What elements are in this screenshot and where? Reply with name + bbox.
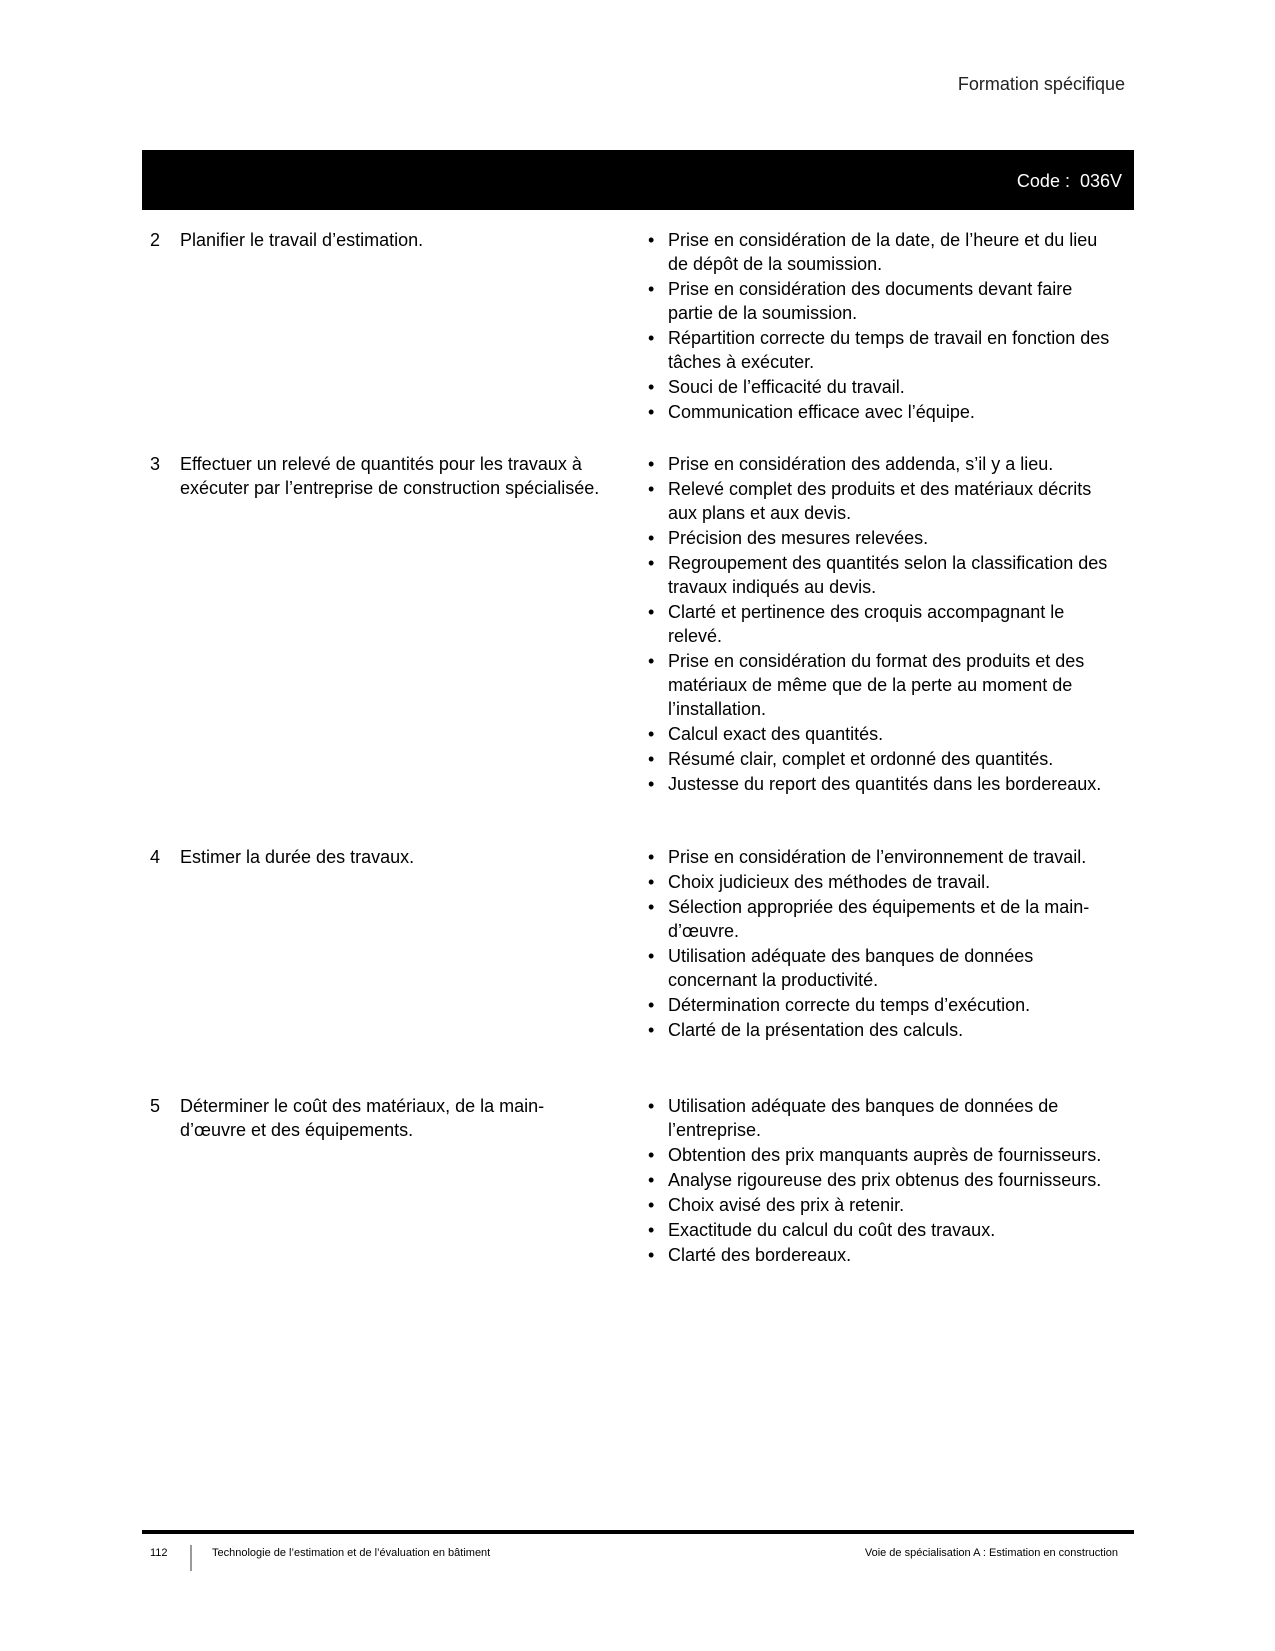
list-item: • Calcul exact des quantités. (648, 724, 884, 744)
bullet-icon: • (648, 1096, 655, 1116)
list-item: • Utilisation adéquate des banques de données concernant la productivité. (648, 946, 1034, 990)
list-item: • Communication efficace avec l’équipe. (648, 402, 975, 422)
footer-specialization-title: Voie de spécialisation A : Estimation en construction (864, 1547, 1118, 1559)
bullet-icon: • (648, 897, 655, 917)
bullet-icon: • (648, 1220, 655, 1240)
bullet-icon: • (648, 230, 655, 250)
performance-criteria-list (646, 452, 1116, 797)
bullet-icon: • (648, 602, 655, 622)
bullet-icon: • (648, 847, 655, 867)
list-item: • Choix avisé des prix à retenir. (648, 1195, 905, 1215)
list-item: • Souci de l’efficacité du travail. (648, 377, 905, 397)
list-item: • Sélection appropriée des équipements et de la main-d’œuvre. (648, 897, 1090, 941)
element-number: 5 (150, 1096, 161, 1116)
list-item: • Prise en considération des documents devant faire partie de la soumission. (648, 279, 1073, 323)
footer-program-title: Technologie de l’estimation et de l’évaluation en bâtiment (212, 1547, 491, 1559)
bullet-icon: • (648, 377, 655, 397)
list-item: • Obtention des prix manquants auprès de fournisseurs. (648, 1145, 1102, 1165)
list-item: • Clarté de la présentation des calculs. (648, 1020, 964, 1040)
list-item: • Prise en considération des addenda, s’il y a lieu. (648, 454, 1054, 474)
list-item: • Choix judicieux des méthodes de travail. (648, 872, 991, 892)
list-item: • Utilisation adéquate des banques de données de l’entreprise. (648, 1096, 1059, 1140)
footer-separator (190, 1545, 192, 1571)
performance-criteria-list (646, 845, 1116, 1043)
element-of-competency (150, 228, 610, 252)
bullet-icon: • (648, 651, 655, 671)
performance-criteria-list (646, 1094, 1116, 1268)
list-item: • Justesse du report des quantités dans les bordereaux. (648, 774, 1102, 794)
footer-divider (142, 1530, 1134, 1534)
performance-criteria-list (646, 228, 1116, 425)
bullet-icon: • (648, 872, 655, 892)
list-item: • Clarté et pertinence des croquis accompagnant le relevé. (648, 602, 1065, 646)
running-header-title: Formation spécifique (957, 74, 1125, 94)
element-text: Planifier le travail d’estimation. (180, 230, 424, 250)
bullet-icon: • (648, 1170, 655, 1190)
list-item: • Exactitude du calcul du coût des travaux. (648, 1220, 996, 1240)
page-footer (142, 1545, 1134, 1575)
page-number: 112 (150, 1547, 168, 1559)
bullet-icon: • (648, 774, 655, 794)
list-item: • Prise en considération du format des produits et des matériaux de même que de la perte au moment de l’installation. (648, 651, 1085, 719)
list-item: • Clarté des bordereaux. (648, 1245, 852, 1265)
bullet-icon: • (648, 479, 655, 499)
list-item: • Détermination correcte du temps d’exécution. (648, 995, 1031, 1015)
list-item: • Prise en considération de la date, de l’heure et du lieu de dépôt de la soumission. (648, 230, 1098, 274)
bullet-icon: • (648, 946, 655, 966)
bullet-icon: • (648, 402, 655, 422)
bullet-icon: • (648, 724, 655, 744)
bullet-icon: • (648, 1145, 655, 1165)
bullet-icon: • (648, 279, 655, 299)
bullet-icon: • (648, 749, 655, 769)
list-item: • Précision des mesures relevées. (648, 528, 929, 548)
list-item: • Relevé complet des produits et des matériaux décrits aux plans et aux devis. (648, 479, 1092, 523)
element-text: Estimer la durée des travaux. (180, 847, 415, 867)
bullet-icon: • (648, 1195, 655, 1215)
element-of-competency (150, 845, 610, 869)
bullet-icon: • (648, 995, 655, 1015)
element-number: 2 (150, 230, 161, 250)
code-label: Code : 036V (1016, 171, 1122, 191)
bullet-icon: • (648, 1245, 655, 1265)
element-of-competency (150, 452, 610, 500)
bullet-icon: • (648, 454, 655, 474)
list-item: • Résumé clair, complet et ordonné des quantités. (648, 749, 1054, 769)
list-item: • Répartition correcte du temps de travail en fonction des tâches à exécuter. (648, 328, 1110, 372)
element-of-competency (150, 1094, 610, 1142)
element-number: 3 (150, 454, 161, 474)
list-item: • Prise en considération de l’environnement de travail. (648, 847, 1087, 867)
element-number: 4 (150, 847, 161, 867)
bullet-icon: • (648, 328, 655, 348)
bullet-icon: • (648, 1020, 655, 1040)
element-text: Déterminer le coût des matériaux, de la main-d’œuvre et des équipements. (180, 1096, 545, 1140)
bullet-icon: • (648, 528, 655, 548)
list-item: • Regroupement des quantités selon la classification des travaux indiqués au devis. (648, 553, 1108, 597)
header-band (142, 150, 1134, 210)
bullet-icon: • (648, 553, 655, 573)
list-item: • Analyse rigoureuse des prix obtenus des fournisseurs. (648, 1170, 1102, 1190)
element-text: Effectuer un relevé de quantités pour les travaux à exécuter par l’entreprise de construction spécialisée. (180, 454, 600, 498)
